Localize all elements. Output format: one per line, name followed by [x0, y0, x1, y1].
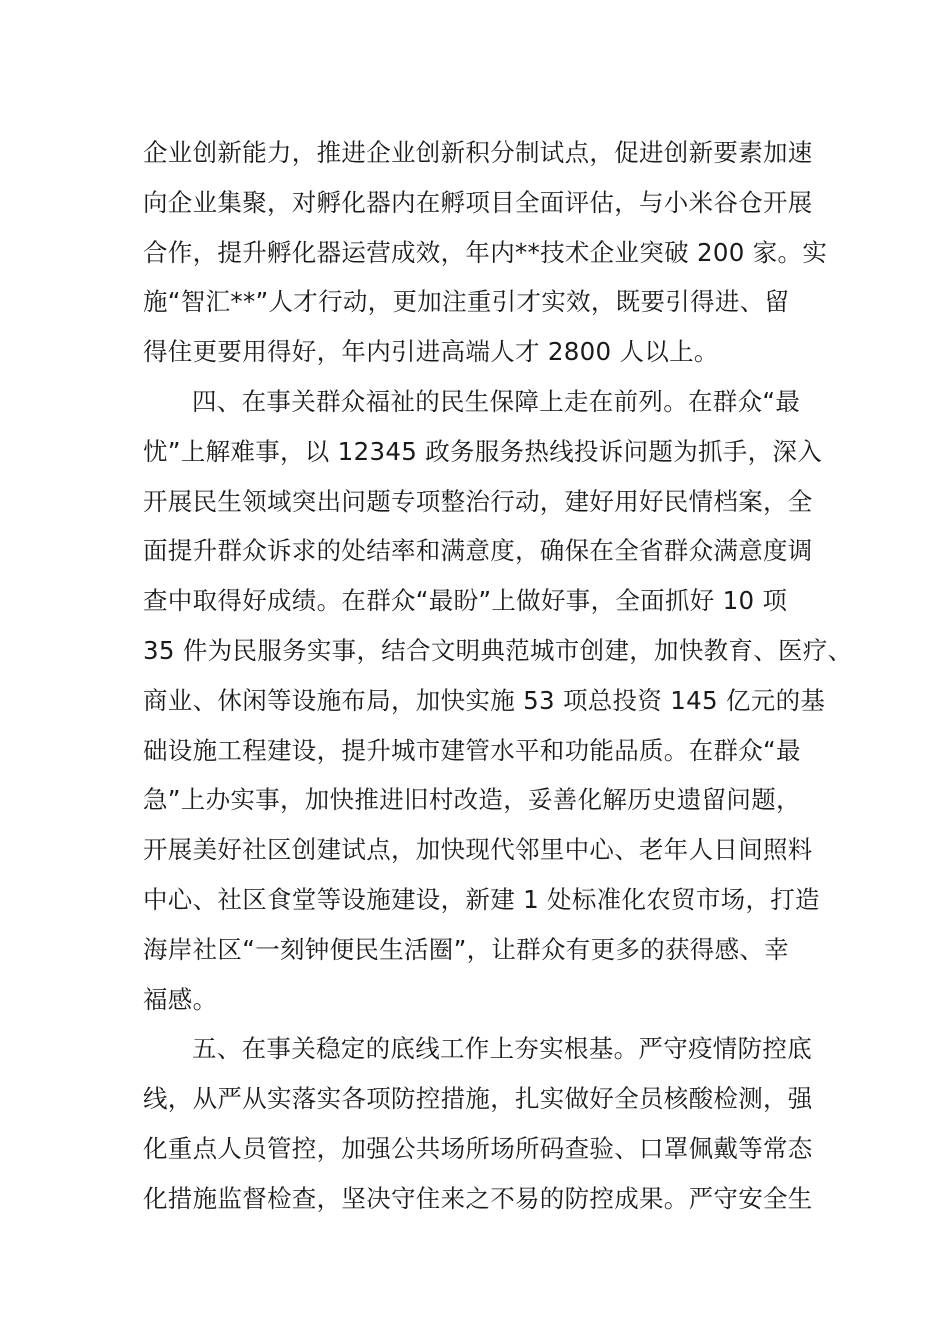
- text-line: 向企业集聚，对孵化器内在孵项目全面评估，与小米谷仓开展: [143, 187, 813, 217]
- text-line: 线，从严从实落实各项防控措施，扎实做好全员核酸检测，强: [143, 1084, 813, 1114]
- text-line: 忧”上解难事，以 12345 政务服务热线投诉问题为抓手，深入: [143, 436, 823, 466]
- text-line: 化重点人员管控，加强公共场所场所码查验、口罩佩戴等常态: [143, 1133, 813, 1163]
- text-line: 商业、休闲等设施布局，加快实施 53 项总投资 145 亿元的基: [143, 685, 826, 715]
- text-line: 础设施工程建设，提升城市建管水平和功能品质。在群众“最: [143, 735, 801, 765]
- text-line: 中心、社区食堂等设施建设，新建 1 处标准化农贸市场，打造: [143, 884, 820, 914]
- text-line: 35 件为民服务实事，结合文明典范城市创建，加快教育、医疗、: [143, 635, 853, 665]
- text-line: 施“智汇**”人才行动，更加注重引才实效，既要引得进、留: [143, 287, 790, 317]
- section-four-heading-line: 四、在事关群众福祉的民生保障上走在前列。在群众“最: [192, 386, 801, 416]
- text-line: 开展美好社区创建试点，加快现代邻里中心、老年人日间照料: [143, 835, 813, 865]
- text-line: 得住更要用得好，年内引进高端人才 2800 人以上。: [143, 337, 719, 367]
- text-line: 急”上办实事，加快推进旧村改造，妥善化解历史遗留问题，: [143, 785, 801, 815]
- text-line: 化措施监督检查，坚决守住来之不易的防控成果。严守安全生: [143, 1183, 813, 1213]
- section-five-heading-line: 五、在事关稳定的底线工作上夯实根基。严守疫情防控底: [192, 1034, 812, 1064]
- text-line: 海岸社区“一刻钟便民生活圈”，让群众有更多的获得感、幸: [143, 934, 789, 964]
- text-line: 面提升群众诉求的处结率和满意度，确保在全省群众满意度调: [143, 536, 813, 566]
- text-line: 合作，提升孵化器运营成效，年内**技术企业突破 200 家。实: [143, 237, 828, 267]
- text-line: 福感。: [143, 984, 218, 1014]
- text-line: 查中取得好成绩。在群众“最盼”上做好事，全面抓好 10 项: [143, 586, 788, 616]
- text-line: 企业创新能力，推进企业创新积分制试点，促进创新要素加速: [143, 138, 813, 167]
- text-line: 开展民生领域突出问题专项整治行动，建好用好民情档案，全: [143, 486, 813, 516]
- document-body: [143, 128, 853, 1224]
